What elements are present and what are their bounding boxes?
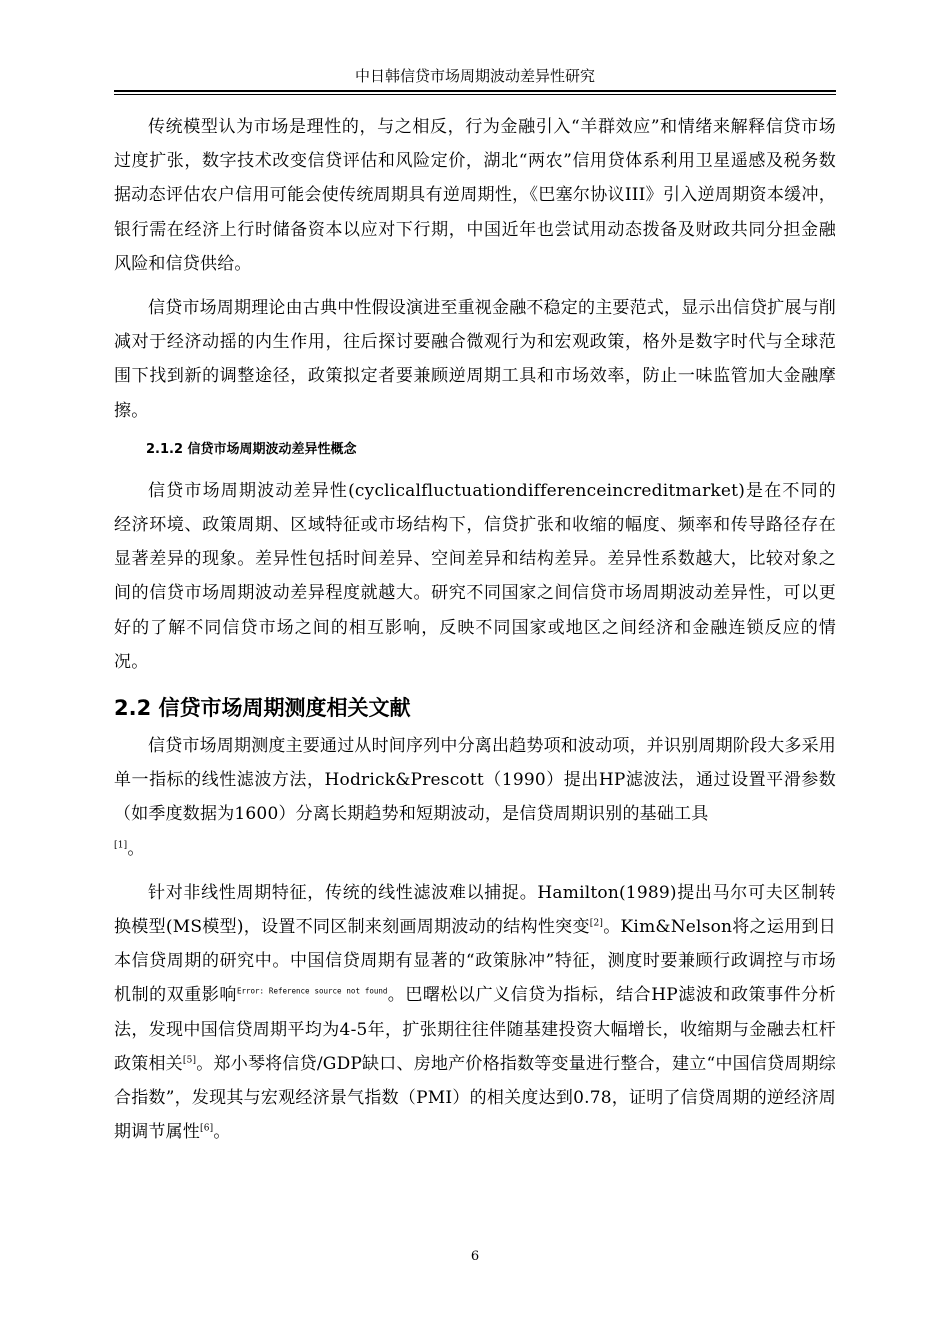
running-header-title: 中日韩信贷市场周期波动差异性研究 [354,67,595,85]
paragraph-text-end: 。 [213,1122,231,1143]
paragraph-difference-concept: 信贷市场周期波动差异性(cyclicalfluctuationdifferenceincreditmarket)是在不同的经济环境、政策周期、区域特征或市场结构下，信贷扩张和收缩的幅度、频率和传导路径存在显著差异的现象。差异性包括时间差异、空间差异和结构差异。差异性系数越大，比较对象之间的信贷市场周期波动差异程度就越大。研究不同国家之间信贷市场周期波动差异性，可以更好的了解不同信贷市场之间的相互影响，反映不同国家或地区之间经济和金融连锁反应的情况。 [114,480,836,672]
paragraph-text: 。Kim&Nelson将之运用到日本信贷周期的研究中。中国信贷周期有显著的“政策脉冲”特征，测度时要兼顾行政调控与市场机制的双重影响 [114,917,836,1006]
paragraph-text: 信贷市场周期测度主要通过从时间序列中分离出趋势项和波动项，并识别周期阶段大多采用单一指标的线性滤波方法，Hodrick&Prescott（1990）提出HP滤波法，通过设置平滑参数（如季度数据为1600）分离长期趋势和短期波动，是信贷周期识别的基础工具 [114,736,836,825]
paragraph-cycle-measurement [114,729,836,866]
citation-ref: [5] [182,1055,197,1066]
paragraph-text: 针对非线性周期特征，传统的线性滤波难以捕捉。Hamilton(1989)提出马尔可夫区制转换模型(MS模型)，设置不同区制来刻画周期波动的结构性突变 [114,882,836,938]
body-content [114,110,836,1149]
paragraph-cycle-theory-summary: 信贷市场周期理论由古典中性假设演进至重视金融不稳定的主要范式，显示出信贷扩展与削减对于经济动摇的内生作用，往后探讨要融合微观行为和宏观政策，格外是数字时代与全球范围下找到新的调整途径，政策拟定者要兼顾逆周期工具和市场效率，防止一味监管加大金融摩擦。 [114,298,836,421]
citation-ref: [1] [114,840,128,850]
subsection-heading: 2.1.2 信贷市场周期波动差异性概念 [146,441,357,457]
header-rule-thick [114,90,836,92]
section-heading: 2.2 信贷市场周期测度相关文献 [114,696,411,721]
page-number: 6 [470,1249,480,1264]
reference-error-note: Error: Reference source not found [236,986,388,996]
paragraph-nonlinear-cycle [114,876,836,1150]
citation-ref: [6] [200,1123,214,1134]
header-rule-thin [114,94,836,95]
paragraph-text: 。巴曙松以广义信贷为指标，结合HP滤波和政策事件分析法，发现中国信贷周期平均为4-5年，扩张期往往伴随基建投资大幅增长，收缩期与金融去杠杆政策相关 [114,985,836,1074]
paragraph-text: 。郑小琴将信贷/GDP缺口、房地产价格指数等变量进行整合，建立“中国信贷周期综合指数”，发现其与宏观经济景气指数（PMI）的相关度达到0.78，证明了信贷周期的逆经济周期调节属性 [114,1053,836,1143]
paragraph-text-end: 。 [127,838,145,859]
paragraph-behavioral-finance: 传统模型认为市场是理性的，与之相反，行为金融引入“羊群效应”和情绪来解释信贷市场过度扩张，数字技术改变信贷评估和风险定价，湖北“两农”信用贷体系利用卫星遥感及税务数据动态评估农户信用可能会使传统周期具有逆周期性，《巴塞尔协议III》引入逆周期资本缓冲，银行需在经济上行时储备资本以应对下行期，中国近年也尝试用动态拨备及财政共同分担金融风险和信贷供给。 [114,117,836,274]
citation-ref: [2] [589,918,604,929]
